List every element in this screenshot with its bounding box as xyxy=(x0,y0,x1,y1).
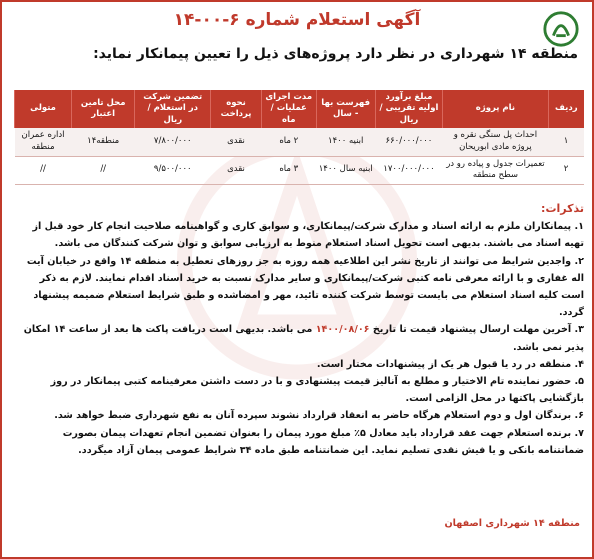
notice-subtitle: منطقه ۱۴ شهرداری در نظر دارد پروژه‌های ذیل را تعیین پیمانکار نماید: xyxy=(93,46,578,62)
cell-duration: ۲ ماه xyxy=(261,128,316,156)
cell-project-name: احداث پل سنگی نقره و پروژه مادی ابوریحان xyxy=(443,128,548,156)
cell-payment: نقدی xyxy=(211,128,262,156)
table-header-row xyxy=(15,90,585,128)
note-item: ۶. برندگان اول و دوم استعلام هرگاه حاضر به انعقاد قرارداد نشوند سپرده آنان به نفع شهرداری ضبط خواهد شد. xyxy=(54,410,584,422)
note-item: ۴. منطقه در رد یا قبول هر یک از پیشنهادات مختار است. xyxy=(316,358,584,370)
column-header-funding: محل تامین اعتبار xyxy=(72,90,135,128)
cell-row-number: ۲ xyxy=(548,156,584,184)
cell-trustee: اداره عمران منطقه xyxy=(15,128,72,156)
cell-estimate: ۱۷۰۰/۰۰۰/۰۰۰ xyxy=(375,156,442,184)
cell-price-list: ابنیه ۱۴۰۰ xyxy=(316,128,375,156)
cell-guarantee: ۹/۵۰۰/۰۰۰ xyxy=(135,156,211,184)
cell-trustee: // xyxy=(15,156,72,184)
note-deadline-suffix: می باشد. بدیهی است دریافت پاکت ها بعد از ساعت ۱۴ امکان پذیر نمی باشد. xyxy=(23,324,584,353)
cell-funding: // xyxy=(72,156,135,184)
cell-row-number: ۱ xyxy=(548,128,584,156)
municipality-emblem-icon xyxy=(542,10,580,48)
cell-duration: ۳ ماه xyxy=(261,156,316,184)
note-item-deadline xyxy=(14,321,584,355)
notes-section xyxy=(14,200,584,459)
cell-payment: نقدی xyxy=(211,156,262,184)
cell-guarantee: ۷/۸۰۰/۰۰۰ xyxy=(135,128,211,156)
notes-title: تذکرات: xyxy=(541,202,584,215)
note-deadline-prefix: ۳. آخرین مهلت ارسال پیشنهاد قیمت تا تاریخ xyxy=(372,324,584,336)
issuer-signature: منطقه ۱۴ شهرداری اصفهان xyxy=(444,518,580,529)
cell-price-list: ابنیه سال ۱۴۰۰ xyxy=(316,156,375,184)
column-header-guarantee: تضمین شرکت در استعلام / ریال xyxy=(135,90,211,128)
column-header-trustee: متولی xyxy=(15,90,72,128)
column-header-estimate: مبلغ برآورد اولیه تقریبی / ریال xyxy=(375,90,442,128)
cell-project-name: تعمیرات جدول و پیاده رو در سطح منطقه xyxy=(443,156,548,184)
column-header-row-number: ردیف xyxy=(548,90,584,128)
column-header-price-list: فهرست بها - سال xyxy=(316,90,375,128)
note-item: ۵. حضور نماینده تام الاختیار و مطلع به آنالیز قیمت پیشنهادی و با در دست داشتن معرفینامه کتبی پیمانکار در روز بازگشایی پاکتها در محل الزامی است. xyxy=(50,376,584,405)
table-row xyxy=(15,128,585,156)
cell-estimate: ۶۶۰/۰۰۰/۰۰۰ xyxy=(375,128,442,156)
column-header-payment: نحوه پرداخت xyxy=(211,90,262,128)
cell-funding: منطقه۱۴ xyxy=(72,128,135,156)
note-deadline-date: ۱۴۰۰/۰۸/۰۶ xyxy=(315,324,370,336)
table-row xyxy=(15,156,585,184)
note-item: ۲. واجدین شرایط می توانند از تاریخ نشر این اطلاعیه همه روزه به جز روزهای تعطیل به منطقه ۱۴ واقع در خیابان آیت اله غفاری و با ارائه معرفی نامه کتبی شرکت/پیمانکاری و سایر مدارک نسبت به خرید اسناد اقدام نمایند. لازم به ذکر است کلیه اسناد استعلام می بایست توسط شرکت کننده تائید، مهر و امضاشده و طبق شرایط استعلام ضمیمه پیشنهاد گردد. xyxy=(26,255,584,319)
column-header-duration: مدت اجرای عملیات / ماه xyxy=(261,90,316,128)
notice-header xyxy=(2,2,592,94)
notice-title: آگهی استعلام شماره ۶-۰۰-۱۴ xyxy=(173,10,421,30)
column-header-project-name: نام پروژه xyxy=(443,90,548,128)
projects-table xyxy=(14,90,584,185)
note-item: ۷. برنده استعلام جهت عقد قرارداد باید معادل ۵٪ مبلغ مورد پیمان را بعنوان تضمین انجام تعهدات پیمان بصورت ضمانتنامه بانکی و یا فیش نقدی تسلیم نماید. این ضمانتنامه طبق ماده ۳۴ شرایط عمومی پیمان آزاد میگردد. xyxy=(62,427,584,456)
note-item: ۱. پیمانکاران ملزم به ارائه اسناد و مدارک شرکت/پیمانکاری، و سوابق کاری و گواهینامه صلاحیت انجام کار خود قبل از تهیه اسناد می باشند. بدیهی است تحویل اسناد استعلام منوط به ارزیابی سوابق و توان شرکت کنندگان می باشد. xyxy=(32,221,584,250)
